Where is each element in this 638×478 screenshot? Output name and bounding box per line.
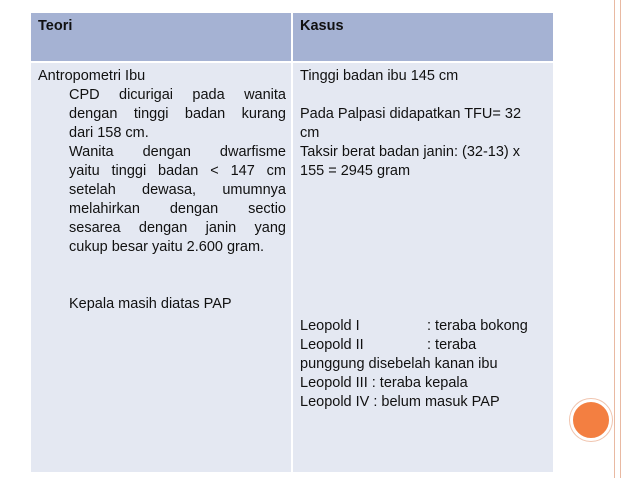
kasus-palpasi-line: cm xyxy=(300,125,320,141)
header-teori: Teori xyxy=(38,18,73,34)
leopold3: Leopold III : teraba kepala xyxy=(300,375,468,391)
header-cell-kasus xyxy=(293,13,553,61)
decorative-rule-inner xyxy=(620,0,621,478)
kasus-tinggi: Tinggi badan ibu 145 cm xyxy=(300,68,459,84)
leopold2-label: Leopold II xyxy=(300,337,364,353)
kasus-cell xyxy=(293,63,553,472)
teori-title: Antropometri Ibu xyxy=(38,68,146,84)
leopold2-continuation: punggung disebelah kanan ibu xyxy=(300,356,498,372)
teori-dwarf-line: sesarea dengan janin yang xyxy=(69,220,286,236)
leopold1-value: : teraba bokong xyxy=(427,318,528,334)
decorative-circle xyxy=(570,399,612,441)
teori-dwarf-line: setelah dewasa, umumnya xyxy=(69,182,286,198)
kasus-palpasi-line: Pada Palpasi didapatkan TFU= 32 xyxy=(300,106,522,122)
kasus-taksir-line: Taksir berat badan janin: (32-13) x xyxy=(300,144,521,160)
teori-dwarf-line: cukup besar yaitu 2.600 gram. xyxy=(69,239,265,255)
teori-cpd-line: CPD dicurigai pada wanita xyxy=(69,87,286,103)
teori-dwarf-line: yaitu tinggi badan < 147 cm xyxy=(69,163,286,179)
teori-dwarf-line: Wanita dengan dwarfisme xyxy=(69,144,286,160)
leopold1-label: Leopold I xyxy=(300,318,360,334)
header-cell-teori xyxy=(31,13,291,61)
teori-cell xyxy=(31,63,291,472)
teori-kepala: Kepala masih diatas PAP xyxy=(69,296,232,312)
teori-cpd-line: dengan tinggi badan kurang xyxy=(69,106,286,122)
teori-dwarf-line: melahirkan dengan sectio xyxy=(69,201,286,217)
teori-cpd-line: dari 158 cm. xyxy=(69,125,149,141)
leopold4: Leopold IV : belum masuk PAP xyxy=(300,394,500,410)
leopold2-value: : teraba xyxy=(427,337,477,353)
header-kasus: Kasus xyxy=(300,18,344,34)
comparison-table xyxy=(31,13,553,472)
kasus-taksir-line: 155 = 2945 gram xyxy=(300,163,411,179)
decorative-rule-outer xyxy=(614,0,615,478)
